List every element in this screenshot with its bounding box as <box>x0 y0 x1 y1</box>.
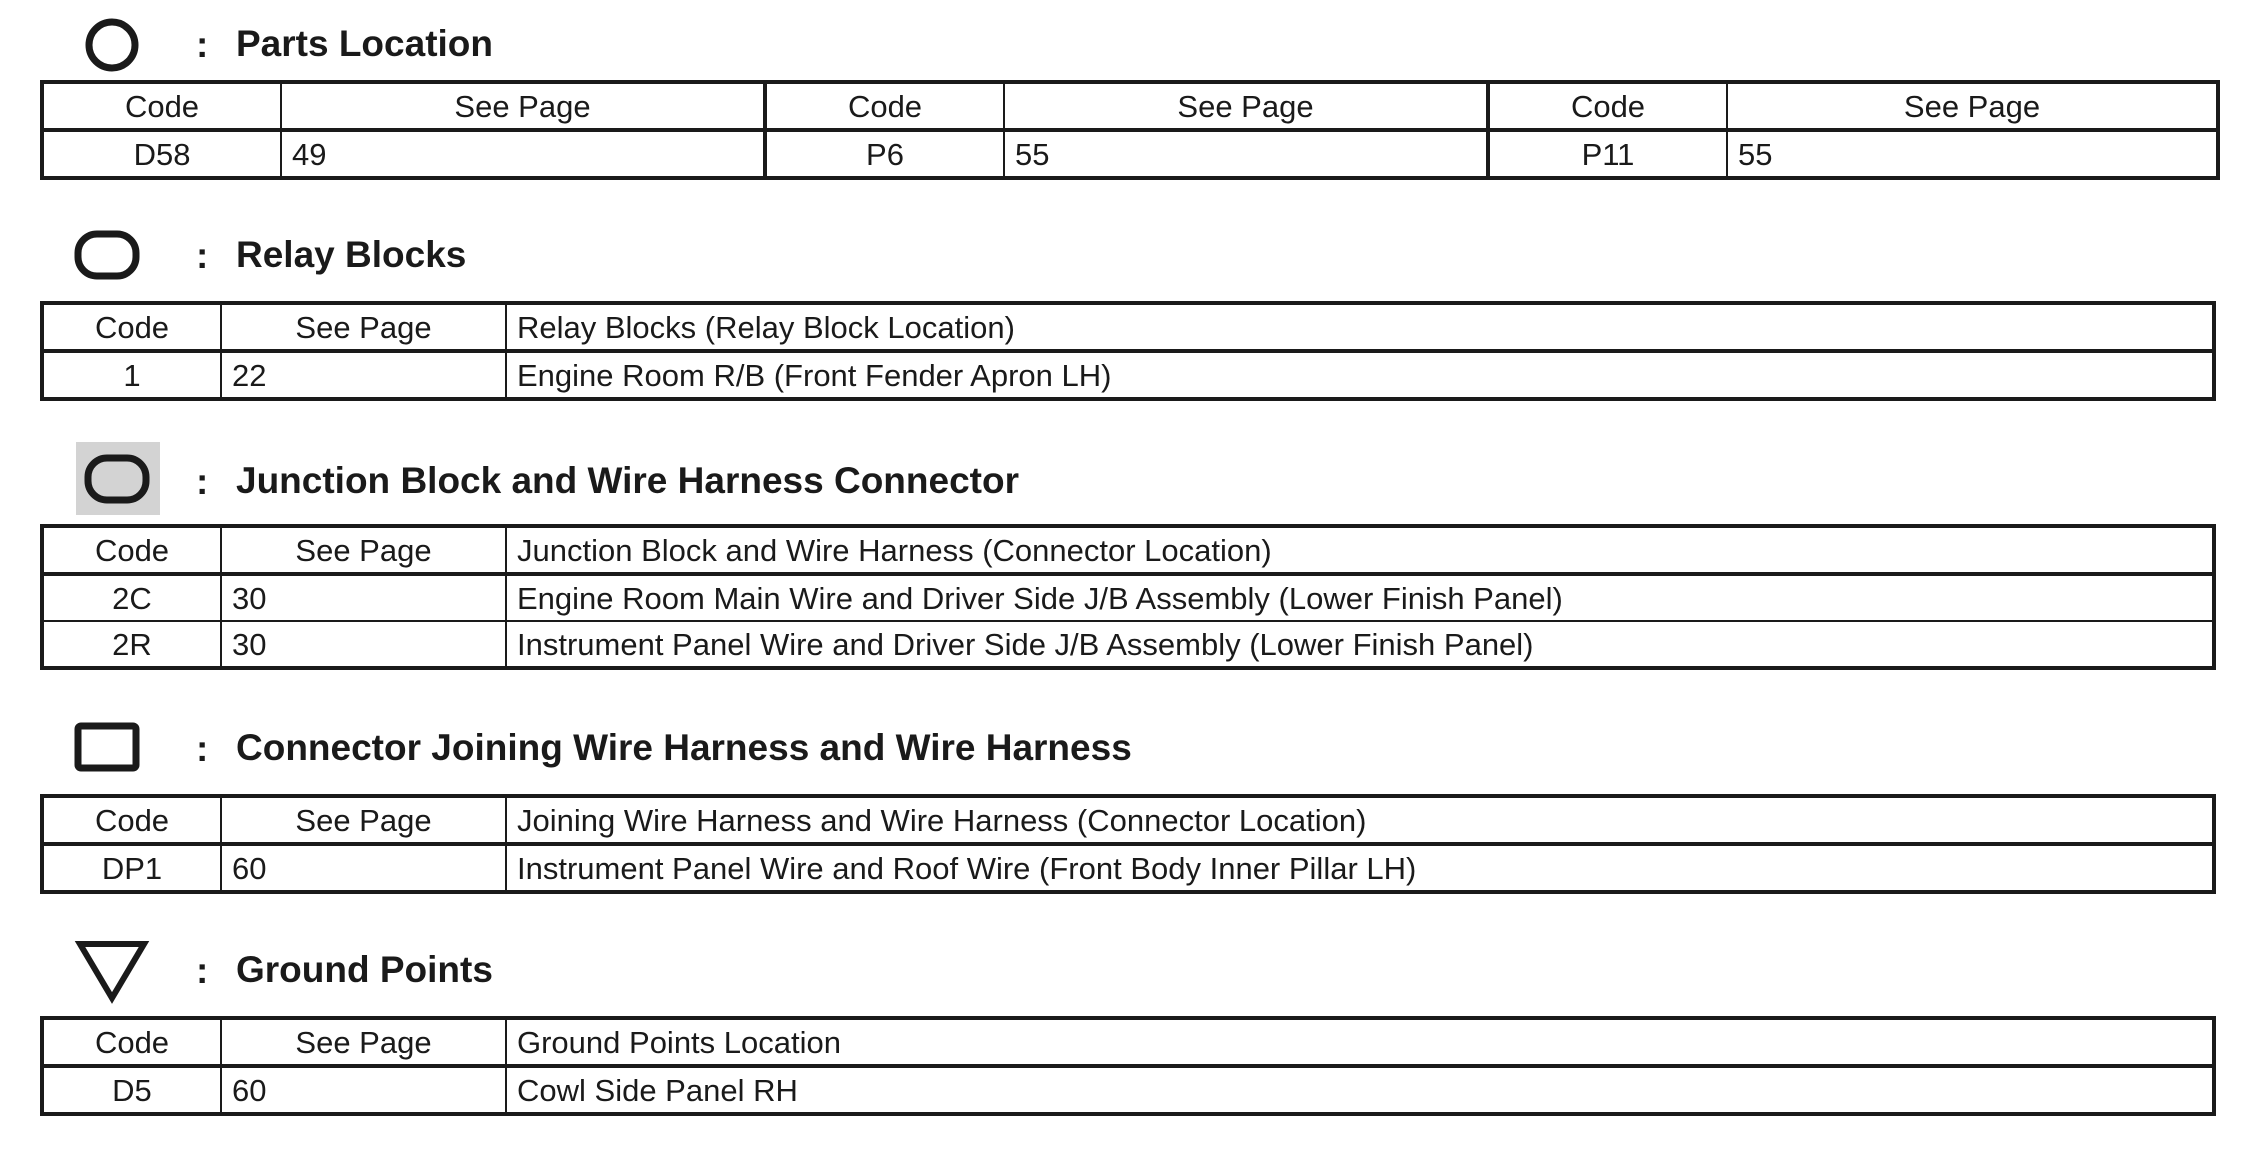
relay-blocks-table <box>40 301 2216 401</box>
ground-points-heading <box>0 926 2255 1006</box>
colon: : <box>196 728 209 769</box>
ground-points-table <box>40 1016 2216 1116</box>
description-cell: Engine Room Main Wire and Driver Side J/B Assembly (Lower Finish Panel) <box>506 574 2214 621</box>
description-cell: Engine Room R/B (Front Fender Apron LH) <box>506 351 2214 399</box>
relay-blocks-heading <box>0 212 2255 292</box>
colon: : <box>196 950 209 991</box>
code-cell: P6 <box>765 130 1004 178</box>
page-cell: 22 <box>221 351 506 399</box>
code-cell: D58 <box>42 130 281 178</box>
table-header-row <box>42 303 2214 351</box>
section-title: Relay Blocks <box>236 234 467 275</box>
code-header: Code <box>42 796 221 844</box>
see-page-header: See Page <box>281 82 765 130</box>
description-header: Junction Block and Wire Harness (Connector Location) <box>506 526 2214 574</box>
page-cell: 55 <box>1727 130 2218 178</box>
table-row <box>42 130 2218 178</box>
table-row <box>42 574 2214 621</box>
see-page-header: See Page <box>221 303 506 351</box>
code-header: Code <box>42 303 221 351</box>
code-header: Code <box>42 1018 221 1066</box>
connector-joining-table <box>40 794 2216 894</box>
description-header: Joining Wire Harness and Wire Harness (Connector Location) <box>506 796 2214 844</box>
table-row <box>42 621 2214 668</box>
section-title: Parts Location <box>236 23 493 64</box>
parts-location-heading <box>0 0 2255 80</box>
table-header-row <box>42 1018 2214 1066</box>
section-title: Ground Points <box>236 949 493 990</box>
code-header: Code <box>765 82 1004 130</box>
see-page-header: See Page <box>221 796 506 844</box>
page-cell: 30 <box>221 621 506 668</box>
code-header: Code <box>42 526 221 574</box>
code-cell: 1 <box>42 351 221 399</box>
page-cell: 60 <box>221 1066 506 1114</box>
section-title: Junction Block and Wire Harness Connector <box>236 460 1019 501</box>
colon: : <box>196 24 209 65</box>
connector-joining-heading <box>0 705 2255 785</box>
shaded-rounded-rectangle-icon <box>84 454 150 504</box>
triangle-down-icon <box>74 938 150 1004</box>
page-cell: 49 <box>281 130 765 178</box>
colon: : <box>196 235 209 276</box>
description-cell: Instrument Panel Wire and Driver Side J/B Assembly (Lower Finish Panel) <box>506 621 2214 668</box>
description-header: Relay Blocks (Relay Block Location) <box>506 303 2214 351</box>
junction-block-table <box>40 524 2216 670</box>
table-header-row <box>42 82 2218 130</box>
junction-block-heading <box>0 433 2255 513</box>
circle-icon <box>84 17 140 73</box>
rounded-rectangle-icon <box>74 230 140 280</box>
code-cell: D5 <box>42 1066 221 1114</box>
parts-location-table <box>40 80 2220 180</box>
description-header: Ground Points Location <box>506 1018 2214 1066</box>
see-page-header: See Page <box>221 1018 506 1066</box>
rectangle-icon <box>74 722 140 772</box>
code-cell: 2R <box>42 621 221 668</box>
code-cell: DP1 <box>42 844 221 892</box>
colon: : <box>196 461 209 502</box>
code-header: Code <box>1488 82 1727 130</box>
table-row <box>42 1066 2214 1114</box>
page-cell: 30 <box>221 574 506 621</box>
description-cell: Instrument Panel Wire and Roof Wire (Front Body Inner Pillar LH) <box>506 844 2214 892</box>
table-header-row <box>42 796 2214 844</box>
code-header: Code <box>42 82 281 130</box>
see-page-header: See Page <box>1727 82 2218 130</box>
page-cell: 60 <box>221 844 506 892</box>
page-cell: 55 <box>1004 130 1488 178</box>
table-header-row <box>42 526 2214 574</box>
description-cell: Cowl Side Panel RH <box>506 1066 2214 1114</box>
table-row <box>42 351 2214 399</box>
code-cell: P11 <box>1488 130 1727 178</box>
code-cell: 2C <box>42 574 221 621</box>
see-page-header: See Page <box>221 526 506 574</box>
table-row <box>42 844 2214 892</box>
see-page-header: See Page <box>1004 82 1488 130</box>
section-title: Connector Joining Wire Harness and Wire Harness <box>236 727 1132 768</box>
